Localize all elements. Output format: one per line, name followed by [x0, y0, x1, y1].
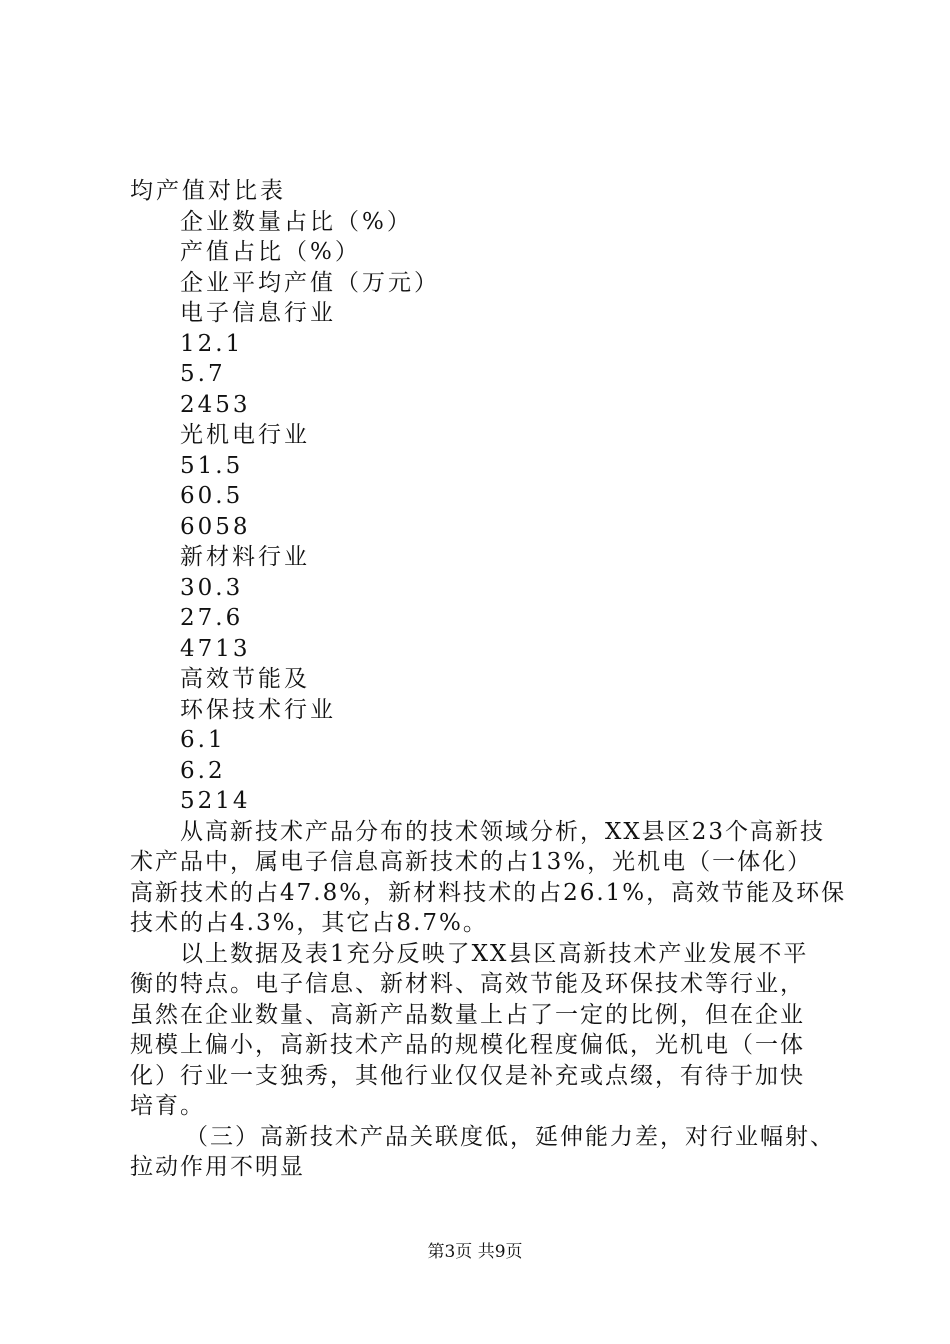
paragraph-line: 化）行业一支独秀，其他行业仅仅是补充或点缀，有待于加快: [130, 1063, 805, 1089]
page-footer: [0, 1240, 950, 1264]
table-cell: 51.5: [180, 453, 244, 479]
table-cell: 30.3: [180, 575, 244, 601]
table-cell: 60.5: [180, 483, 244, 509]
table-title-tail: 均产值对比表: [130, 178, 286, 204]
paragraph-line: 衡的特点。电子信息、新材料、高效节能及环保技术等行业，: [130, 971, 805, 997]
table-row-energy-saving-name: 高效节能及: [180, 666, 310, 692]
table-header-output-share: 产值占比（%）: [180, 239, 361, 265]
table-cell: 4713: [180, 636, 251, 662]
table-cell: 5.7: [180, 361, 226, 387]
table-cell: 6058: [180, 514, 251, 540]
section-heading: （三）高新技术产品关联度低，延伸能力差，对行业幅射、: [185, 1124, 835, 1150]
paragraph-line: 规模上偏小，高新技术产品的规模化程度偏低，光机电（一体: [130, 1032, 805, 1058]
table-row-new-materials-name: 新材料行业: [180, 544, 310, 570]
paragraph-line: 以上数据及表1充分反映了XX县区高新技术产业发展不平: [180, 941, 809, 967]
table-row-optomechatronics-name: 光机电行业: [180, 422, 310, 448]
table-row-electronics-name: 电子信息行业: [180, 300, 336, 326]
table-header-avg-output: 企业平均产值（万元）: [180, 270, 440, 296]
paragraph-line: 术产品中，属电子信息高新技术的占13%，光机电（一体化）: [130, 849, 813, 875]
table-cell: 6.2: [180, 758, 226, 784]
table-header-company-share: 企业数量占比（%）: [180, 209, 413, 235]
table-row-energy-saving-name-cont: 环保技术行业: [180, 697, 336, 723]
paragraph-line: 技术的占4.3%，其它占8.7%。: [130, 910, 488, 936]
table-cell: 6.1: [180, 727, 226, 753]
section-heading-cont: 拉动作用不明显: [130, 1154, 305, 1180]
paragraph-line: 高新技术的占47.8%，新材料技术的占26.1%，高效节能及环保: [130, 880, 847, 906]
table-cell: 2453: [180, 392, 251, 418]
page-number: 第3页 共9页: [427, 1242, 523, 1262]
paragraph-line: 培育。: [130, 1093, 205, 1119]
table-cell: 27.6: [180, 605, 244, 631]
table-cell: 5214: [180, 788, 251, 814]
table-cell: 12.1: [180, 331, 244, 357]
paragraph-line: 从高新技术产品分布的技术领域分析，XX县区23个高新技: [180, 819, 826, 845]
paragraph-line: 虽然在企业数量、高新产品数量上占了一定的比例，但在企业: [130, 1002, 805, 1028]
